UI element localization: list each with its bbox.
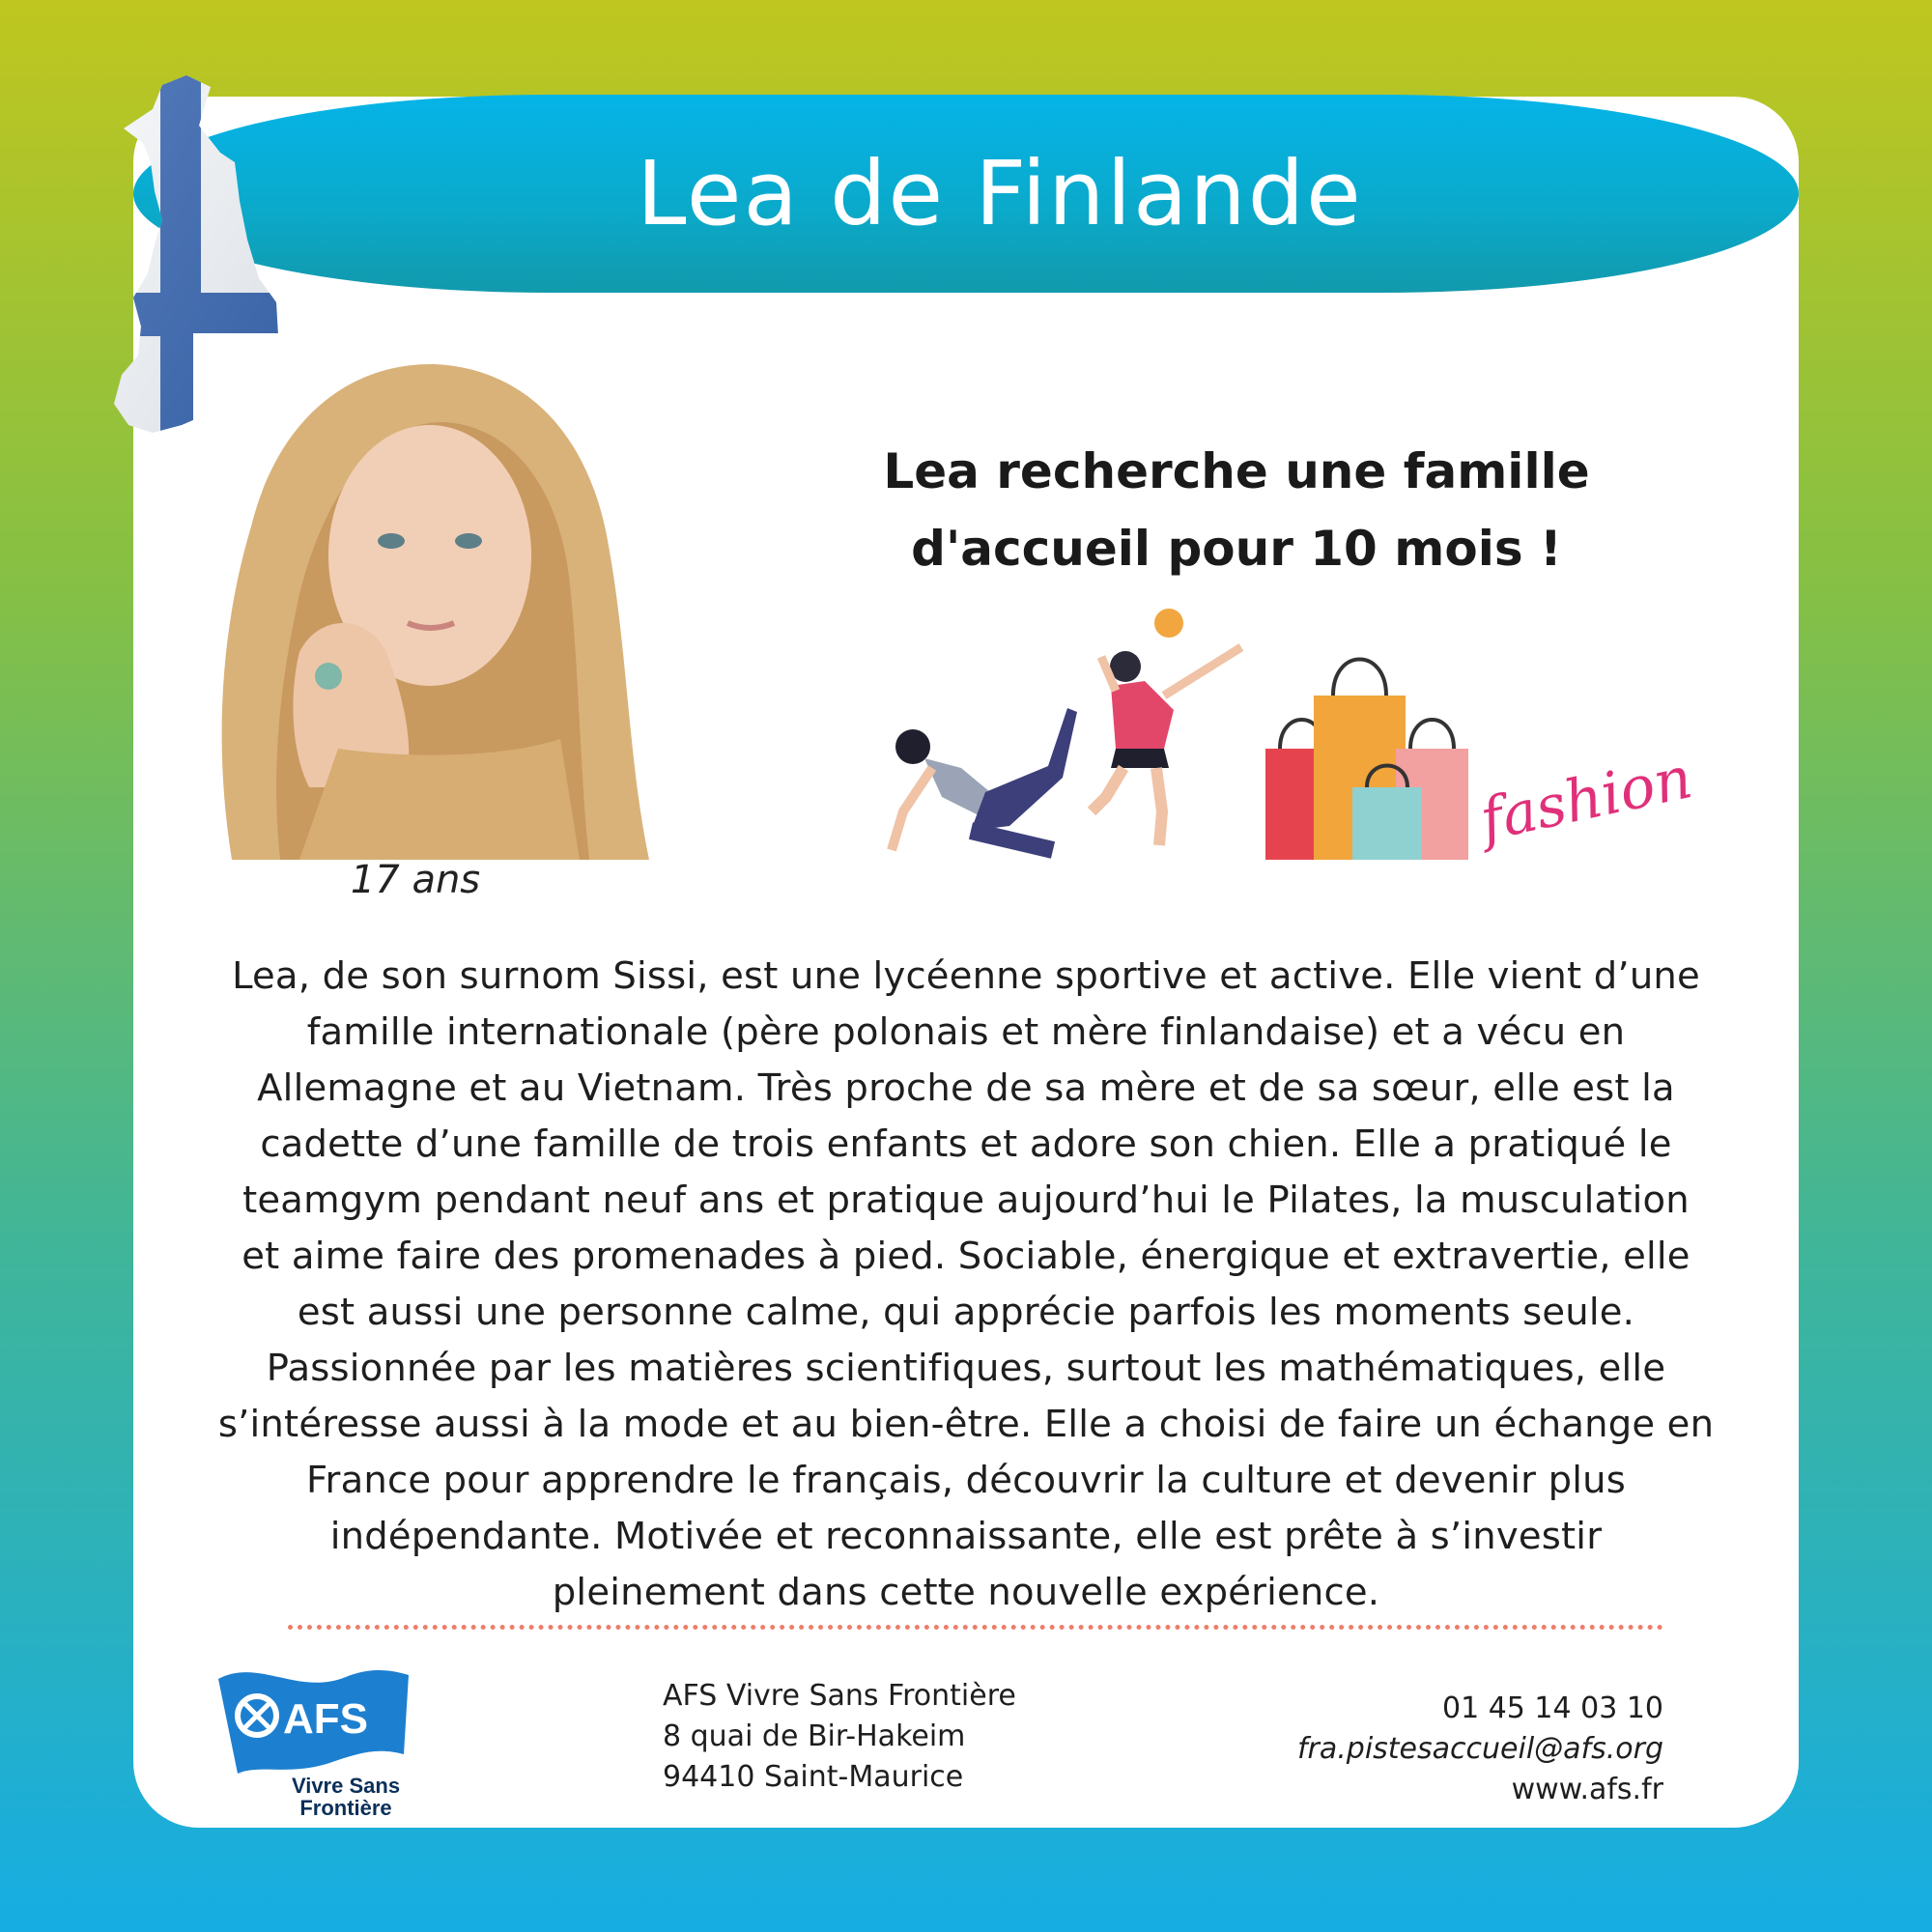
volleyball-icon <box>1092 609 1241 845</box>
bio-line: Allemagne et au Vietnam. Très proche de sa mère et de sa sœur, elle est la <box>257 1066 1675 1110</box>
bio-line: est aussi une personne calme, qui apprécie parfois les moments seule. <box>297 1291 1635 1334</box>
afs-logo[interactable] <box>211 1658 413 1824</box>
bio-line: et aime faire des promenades à pied. Sociable, énergique et extravertie, elle <box>242 1235 1690 1278</box>
yoga-icon <box>892 708 1077 850</box>
bio-line: famille internationale (père polonais et mère finlandaise) et a vécu en <box>306 1010 1626 1054</box>
phone-number: 01 45 14 03 10 <box>1441 1691 1663 1725</box>
bio-paragraph <box>162 949 1770 1621</box>
bio-line: cadette d’une famille de trois enfants et adore son chien. Elle a pratiqué le <box>260 1122 1672 1166</box>
title-banner <box>133 95 1799 293</box>
dotted-divider <box>288 1625 1663 1630</box>
headline-line-2: d'accueil pour 10 mois ! <box>911 521 1562 577</box>
bio-line: France pour apprendre le français, découvrir la culture et devenir plus <box>306 1459 1626 1502</box>
email-link[interactable]: fra.pistesaccueil@afs.org <box>1296 1732 1663 1766</box>
headline-line-1: Lea recherche une famille <box>883 443 1590 499</box>
website-link[interactable]: www.afs.fr <box>1511 1773 1663 1806</box>
page-title: Lea de Finlande <box>637 142 1363 245</box>
address-line: 8 quai de Bir-Hakeim <box>663 1719 966 1753</box>
age-label: 17 ans <box>350 858 481 902</box>
logo-brand: AFS <box>283 1695 368 1743</box>
headline <box>811 433 1662 587</box>
bio-line: Lea, de son surnom Sissi, est une lycéenne sportive et active. Elle vient d’une <box>232 954 1700 998</box>
fashion-text: fashion <box>1474 744 1698 855</box>
address-line: AFS Vivre Sans Frontière <box>663 1679 1016 1713</box>
bio-line: indépendante. Motivée et reconnaissante, elle est prête à s’investir <box>329 1515 1603 1558</box>
logo-tagline-1: Vivre Sans <box>291 1774 401 1798</box>
student-photo <box>193 333 649 860</box>
postal-address <box>663 1676 1016 1798</box>
bio-line: s’intéresse aussi à la mode et au bien-être. Elle a choisi de faire un échange en <box>217 1403 1715 1446</box>
bio-line: Passionnée par les matières scientifiques, surtout les mathématiques, elle <box>266 1347 1666 1390</box>
logo-tagline-2: Frontière <box>299 1796 392 1820</box>
address-line: 94410 Saint-Maurice <box>663 1760 964 1794</box>
bio-line: teamgym pendant neuf ans et pratique aujourd’hui le Pilates, la musculation <box>242 1179 1690 1222</box>
shopping-bags-icon <box>1265 660 1468 861</box>
hobbies-illustration <box>874 604 1698 865</box>
bio-line: pleinement dans cette nouvelle expérience. <box>552 1571 1380 1614</box>
contact-info <box>1297 1689 1663 1810</box>
